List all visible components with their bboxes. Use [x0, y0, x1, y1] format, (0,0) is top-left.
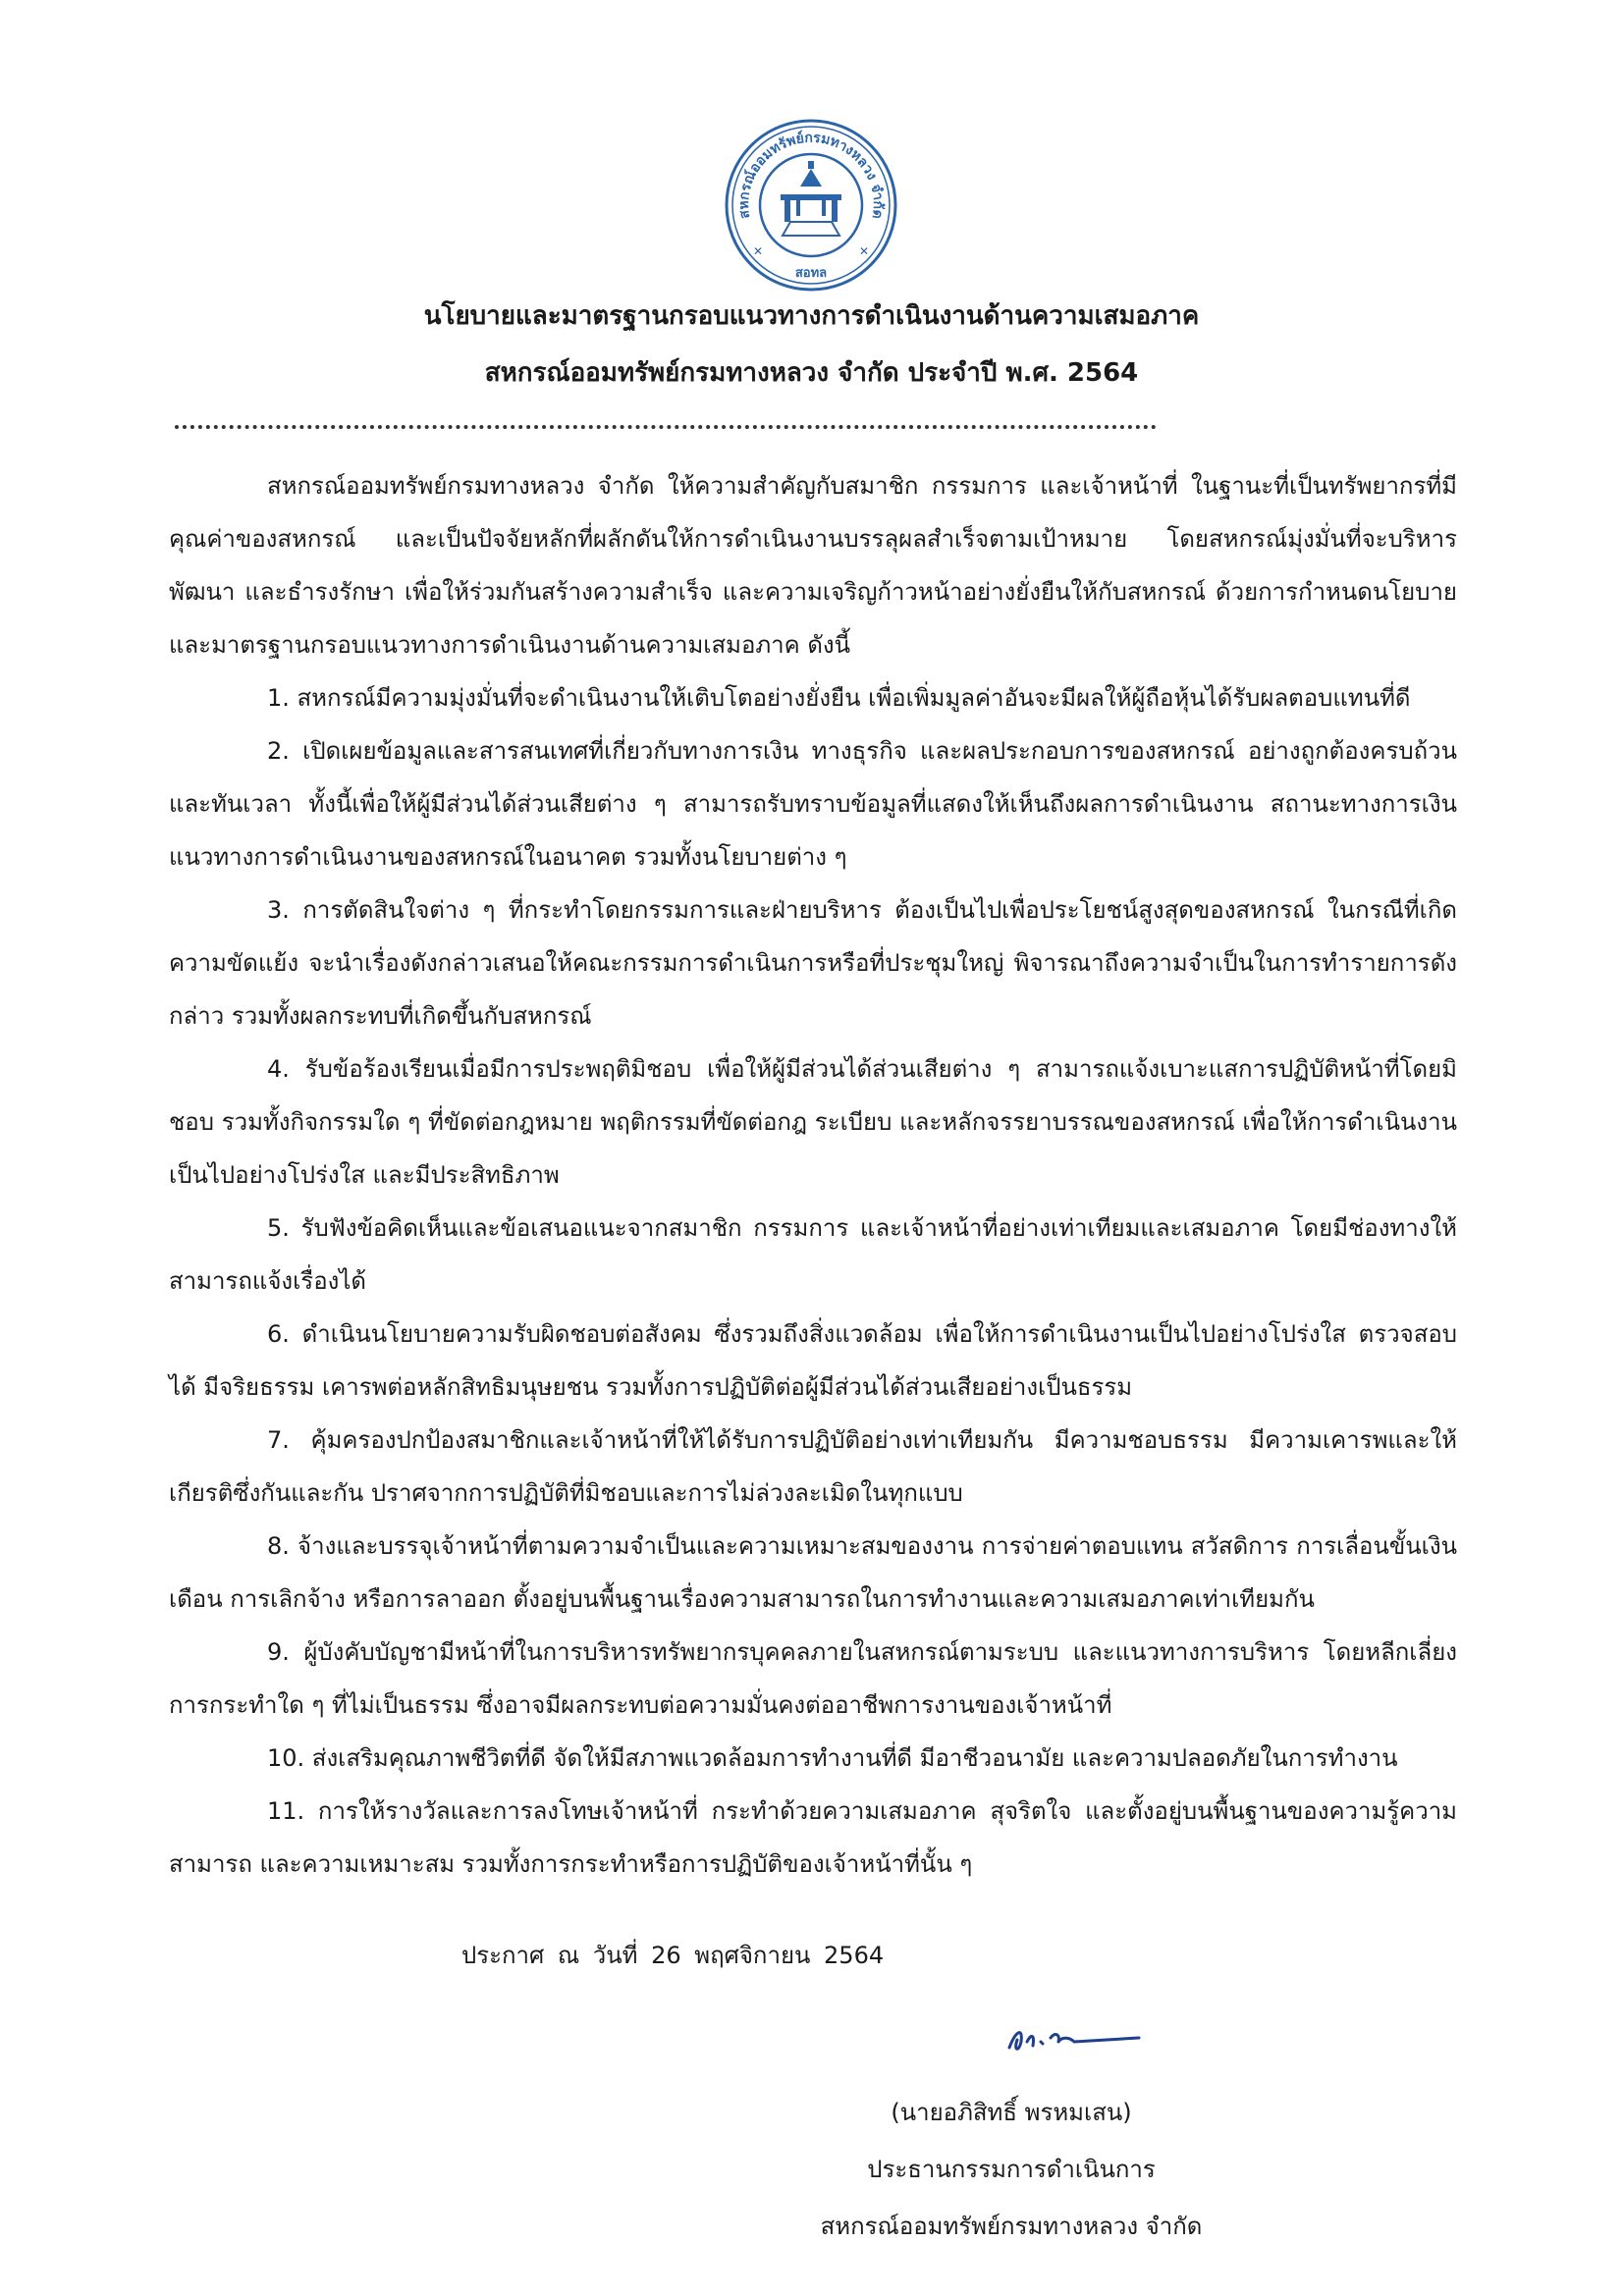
document-subtitle: สหกรณ์ออมทรัพย์กรมทางหลวง จำกัด ประจำปี พ.ศ. 2564 [484, 358, 1139, 388]
seal-ring-text: สหกรณ์ออมทรัพย์กรมทางหลวง จำกัด [735, 130, 887, 220]
policy-item-11: 11. การให้รางวัลและการลงโทษเจ้าหน้าที่ กระทำด้วยความเสมอภาค สุจริตใจ และตั้งอยู่บนพื้นฐานของความรู้ความสามารถ และความเหมาะสม รวมทั้งการกระทำหรือการปฏิบัติของเจ้าหน้าที่นั้น ๆ [169, 1797, 1457, 1878]
policy-item-9: 9. ผู้บังคับบัญชามีหน้าที่ในการบริหารทรัพยากรบุคคลภายในสหกรณ์ตามระบบ และแนวทางการบริหาร โดยหลีกเลี่ยงการกระทำใด ๆ ที่ไม่เป็นธรรม ซึ่งอาจมีผลกระทบต่อความมั่นคงต่ออาชีพการงานของเจ้าหน้าที่ [169, 1638, 1457, 1719]
signature-block [785, 2084, 1237, 2255]
policy-item-3: 3. การตัดสินใจต่าง ๆ ที่กระทำโดยกรรมการและฝ่ายบริหาร ต้องเป็นไปเพื่อประโยชน์สูงสุดของสหกรณ์ ในกรณีที่เกิดความขัดแย้ง จะนำเรื่องดังกล่าวเสนอให้คณะกรรมการดำเนินการหรือที่ประชุมใหญ่ พิจารณาถึงความจำเป็นในการทำรายการดังกล่าว รวมทั้งผลกระทบที่เกิดขึ้นกับสหกรณ์ [169, 896, 1457, 1030]
document-body [169, 459, 1457, 1891]
signer-name: (นายอภิสิทธิ์ พรหมเสน) [891, 2099, 1132, 2126]
signer-organization: สหกรณ์ออมทรัพย์กรมทางหลวง จำกัด [820, 2213, 1203, 2240]
intro-paragraph: สหกรณ์ออมทรัพย์กรมทางหลวง จำกัด ให้ความสำคัญกับสมาชิก กรรมการ และเจ้าหน้าที่ ในฐานะที่เป็นทรัพยากรที่มีคุณค่าของสหกรณ์ และเป็นปัจจัยหลักที่ผลักดันให้การดำเนินงานบรรลุผลสำเร็จตามเป้าหมาย โดยสหกรณ์มุ่งมั่นที่จะบริหาร พัฒนา และธำรงรักษา เพื่อให้ร่วมกันสร้างความสำเร็จ และความเจริญก้าวหน้าอย่างยั่งยืนให้กับสหกรณ์ ด้วยการกำหนดนโยบาย และมาตรฐานกรอบแนวทางการดำเนินงานด้านความเสมอภาค ดังนี้ [169, 472, 1457, 659]
signer-title: ประธานกรรมการดำเนินการ [867, 2156, 1156, 2183]
svg-text:✕: ✕ [753, 244, 764, 258]
policy-item-4: 4. รับข้อร้องเรียนเมื่อมีการประพฤติมิชอบ เพื่อให้ผู้มีส่วนได้ส่วนเสียต่าง ๆ สามารถแจ้งเบาะแสการปฏิบัติหน้าที่โดยมิชอบ รวมทั้งกิจกรรมใด ๆ ที่ขัดต่อกฎหมาย พฤติกรรมที่ขัดต่อกฎ ระเบียบ และหลักจรรยาบรรณของสหกรณ์ เพื่อให้การดำเนินงานเป็นไปอย่างโปร่งใส และมีประสิทธิภาพ [169, 1055, 1457, 1189]
cooperative-logo [724, 118, 898, 293]
svg-text:✕: ✕ [859, 244, 870, 258]
policy-item-8: 8. จ้างและบรรจุเจ้าหน้าที่ตามความจำเป็นและความเหมาะสมของงาน การจ่ายค่าตอบแทน สวัสดิการ การเลื่อนขั้นเงินเดือน การเลิกจ้าง หรือการลาออก ตั้งอยู่บนพื้นฐานเรื่องความสามารถในการทำงานและความเสมอภาคเท่าเทียมกัน [169, 1532, 1457, 1613]
policy-item-10: 10. ส่งเสริมคุณภาพชีวิตที่ดี จัดให้มีสภาพแวดล้อมการทำงานที่ดี มีอาชีวอนามัย และความปลอดภัยในการทำงาน [267, 1744, 1398, 1772]
announcement-date: ประกาศ ณ วันที่ 26 พฤศจิกายน 2564 [461, 1942, 885, 1969]
policy-item-5: 5. รับฟังข้อคิดเห็นและข้อเสนอแนะจากสมาชิก กรรมการ และเจ้าหน้าที่อย่างเท่าเทียมและเสมอภาค โดยมีช่องทางให้สามารถแจ้งเรื่องได้ [169, 1214, 1457, 1295]
policy-item-6: 6. ดำเนินนโยบายความรับผิดชอบต่อสังคม ซึ่งรวมถึงสิ่งแวดล้อม เพื่อให้การดำเนินงานเป็นไปอย่างโปร่งใส ตรวจสอบได้ มีจริยธรรม เคารพต่อหลักสิทธิมนุษยชน รวมทั้งการปฏิบัติต่อผู้มีส่วนได้ส่วนเสียอย่างเป็นธรรม [169, 1320, 1457, 1401]
dotted-divider [175, 425, 1157, 429]
handwritten-signature [1001, 2012, 1149, 2061]
document-title: นโยบายและมาตรฐานกรอบแนวทางการดำเนินงานด้านความเสมอภาค [423, 301, 1200, 331]
seal-bottom-text: สอทล [794, 266, 828, 281]
policy-item-2: 2. เปิดเผยข้อมูลและสารสนเทศที่เกี่ยวกับทางการเงิน ทางธุรกิจ และผลประกอบการของสหกรณ์ อย่างถูกต้องครบถ้วนและทันเวลา ทั้งนี้เพื่อให้ผู้มีส่วนได้ส่วนเสียต่าง ๆ สามารถรับทราบข้อมูลที่แสดงให้เห็นถึงผลการดำเนินงาน สถานะทางการเงิน แนวทางการดำเนินงานของสหกรณ์ในอนาคต รวมทั้งนโยบายต่าง ๆ [169, 737, 1457, 871]
seal-icon [724, 118, 898, 293]
policy-item-1: 1. สหกรณ์มีความมุ่งมั่นที่จะดำเนินงานให้เติบโตอย่างยั่งยืน เพื่อเพิ่มมูลค่าอันจะมีผลให้ผู้ถือหุ้นได้รับผลตอบแทนที่ดี [267, 684, 1411, 712]
policy-item-7: 7. คุ้มครองปกป้องสมาชิกและเจ้าหน้าที่ให้ได้รับการปฏิบัติอย่างเท่าเทียมกัน มีความชอบธรรม มีความเคารพและให้เกียรติซึ่งกันและกัน ปราศจากการปฏิบัติที่มิชอบและการไม่ล่วงละเมิดในทุกแบบ [169, 1426, 1457, 1507]
